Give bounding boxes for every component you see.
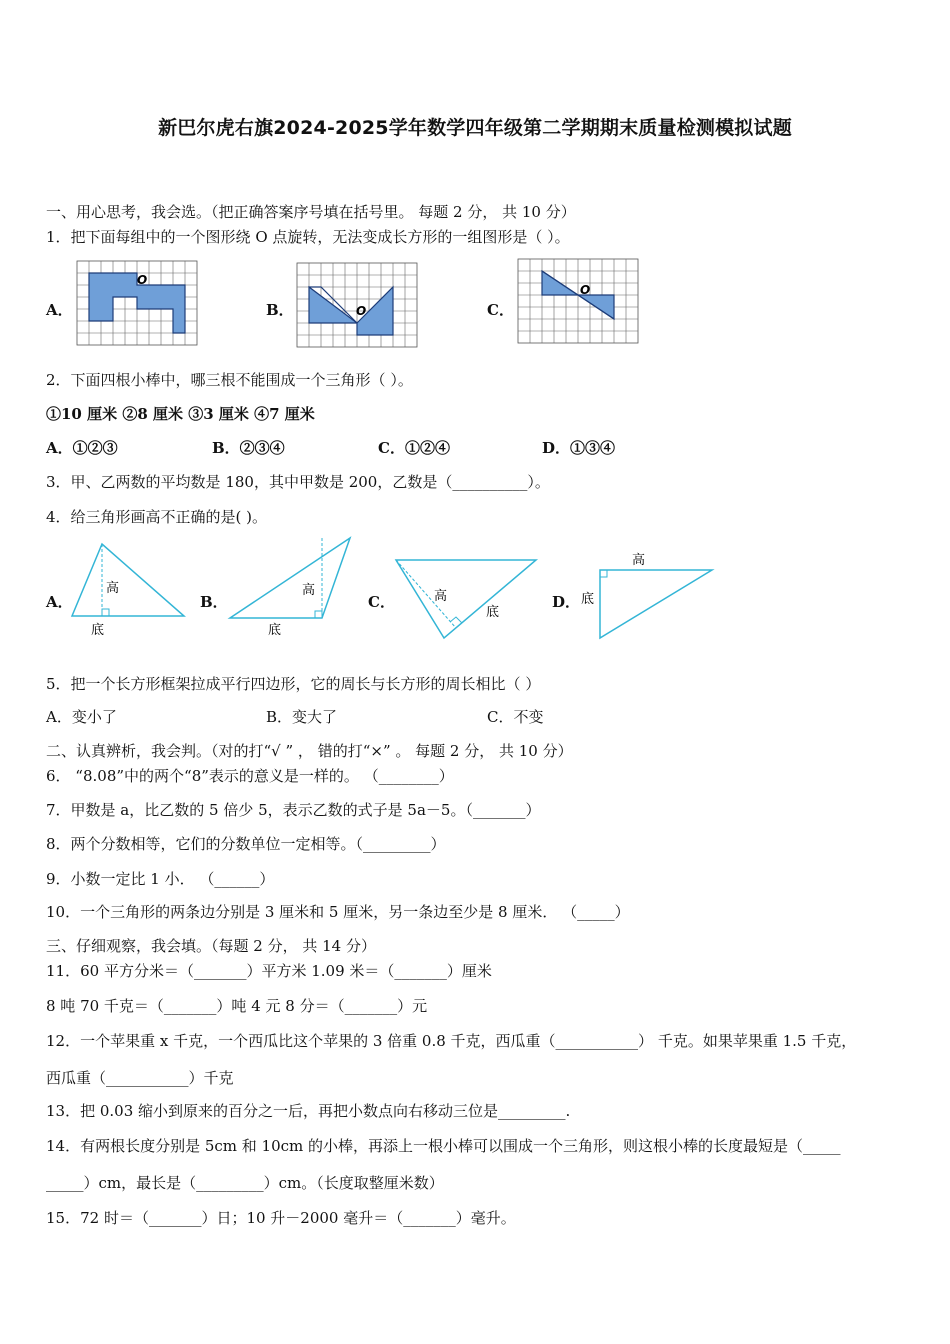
base-label: 底: [268, 623, 282, 638]
height-label: 高: [106, 581, 120, 596]
base-label: 底: [91, 623, 105, 638]
question-6: 6． “8.08”中的两个“8”表示的意义是一样的。 （________）: [46, 767, 454, 785]
question-7: 7．甲数是 a，比乙数的 5 倍少 5，表示乙数的式子是 5a－5。（_______）: [46, 801, 541, 819]
q4-option-a-label: A．: [46, 593, 73, 611]
height-label: 高: [632, 553, 646, 568]
section3-heading: 三、仔细观察，我会填。（每题 2 分， 共 14 分）: [46, 937, 376, 955]
q2-option-a: A．①②③: [46, 439, 118, 457]
question-12-line1: 12．一个苹果重 x 千克，一个西瓜比这个苹果的 3 倍重 0.8 千克，西瓜重（___________） 千克。如果苹果重 1.5 千克，: [46, 1032, 857, 1050]
q5-option-a: A．变小了: [46, 708, 117, 726]
o-point-label: O: [580, 283, 591, 297]
page-title: 新巴尔虎右旗2024-2025学年数学四年级第二学期期末质量检测模拟试题: [158, 117, 792, 139]
q1-figure-a: [76, 260, 200, 348]
height-label: 高: [302, 583, 316, 598]
question-9: 9．小数一定比 1 小． （______）: [46, 870, 275, 888]
height-label: 高: [434, 589, 448, 604]
q4-triangle-c: [392, 554, 542, 644]
q4-triangle-a: [68, 540, 188, 640]
grid-inner: [518, 259, 638, 343]
q1-option-b-label: B．: [266, 301, 294, 319]
q4-option-b-label: B．: [200, 593, 228, 611]
q2-option-d: D．①③④: [542, 439, 616, 457]
question-14-line2: _____）cm，最长是（_________）cm。（长度取整厘米数）: [46, 1174, 444, 1192]
q1-option-c-label: C．: [487, 301, 514, 319]
q2-option-c: C．①②④: [378, 439, 450, 457]
o-point-label: O: [137, 273, 148, 287]
question-8: 8．两个分数相等，它们的分数单位一定相等。（_________）: [46, 835, 446, 853]
question-4: 4．给三角形画高不正确的是( )。: [46, 508, 268, 526]
q4-triangle-d: [578, 548, 718, 644]
q1-figure-c: [517, 258, 641, 346]
question-15: 15．72 时＝（_______）日；10 升－2000 毫升＝（_______）毫升。: [46, 1209, 516, 1227]
q5-option-c: C．不变: [487, 708, 544, 726]
question-3: 3．甲、乙两数的平均数是 180，其中甲数是 200，乙数是（__________）。: [46, 473, 550, 491]
o-point-label: O: [356, 304, 367, 318]
q4-triangle-b: [226, 534, 356, 640]
question-11-line1: 11．60 平方分米＝（_______）平方米 1.09 米＝（_______）厘米: [46, 962, 492, 980]
question-5: 5．把一个长方形框架拉成平行四边形，它的周长与长方形的周长相比（ ）: [46, 675, 541, 693]
question-2: 2．下面四根小棒中，哪三根不能围成一个三角形（ ）。: [46, 371, 413, 389]
q1-figure-b: [296, 262, 420, 350]
base-label: 底: [486, 605, 500, 620]
question-1: 1．把下面每组中的一个图形绕 O 点旋转，无法变成长方形的一组图形是（ ）。: [46, 228, 570, 246]
q2-items: ①10 厘米 ②8 厘米 ③3 厘米 ④7 厘米: [46, 405, 315, 423]
question-10: 10．一个三角形的两条边分别是 3 厘米和 5 厘米，另一条边至少是 8 厘米． （_____）: [46, 903, 630, 921]
section2-heading: 二、认真辨析，我会判。（对的打“√ ” ， 错的打“×” 。 每题 2 分， 共 10 分）: [46, 742, 573, 760]
q5-option-b: B．变大了: [266, 708, 338, 726]
q1-option-a-label: A．: [46, 301, 73, 319]
question-13: 13．把 0.03 缩小到原来的百分之一后，再把小数点向右移动三位是_________.: [46, 1102, 571, 1120]
q2-option-b: B．②③④: [212, 439, 285, 457]
q4-option-d-label: D．: [552, 593, 581, 611]
question-11-line2: 8 吨 70 千克＝（_______）吨 4 元 8 分＝（_______）元: [46, 997, 428, 1015]
q4-option-c-label: C．: [368, 593, 395, 611]
question-14-line1: 14．有两根长度分别是 5cm 和 10cm 的小棒，再添上一根小棒可以围成一个三角形，则这根小棒的长度最短是（_____: [46, 1137, 841, 1155]
question-12-line2: 西瓜重（___________）千克: [46, 1069, 234, 1087]
section1-heading: 一、用心思考，我会选。（把正确答案序号填在括号里。 每题 2 分， 共 10 分）: [46, 203, 576, 221]
base-label: 底: [581, 592, 595, 607]
